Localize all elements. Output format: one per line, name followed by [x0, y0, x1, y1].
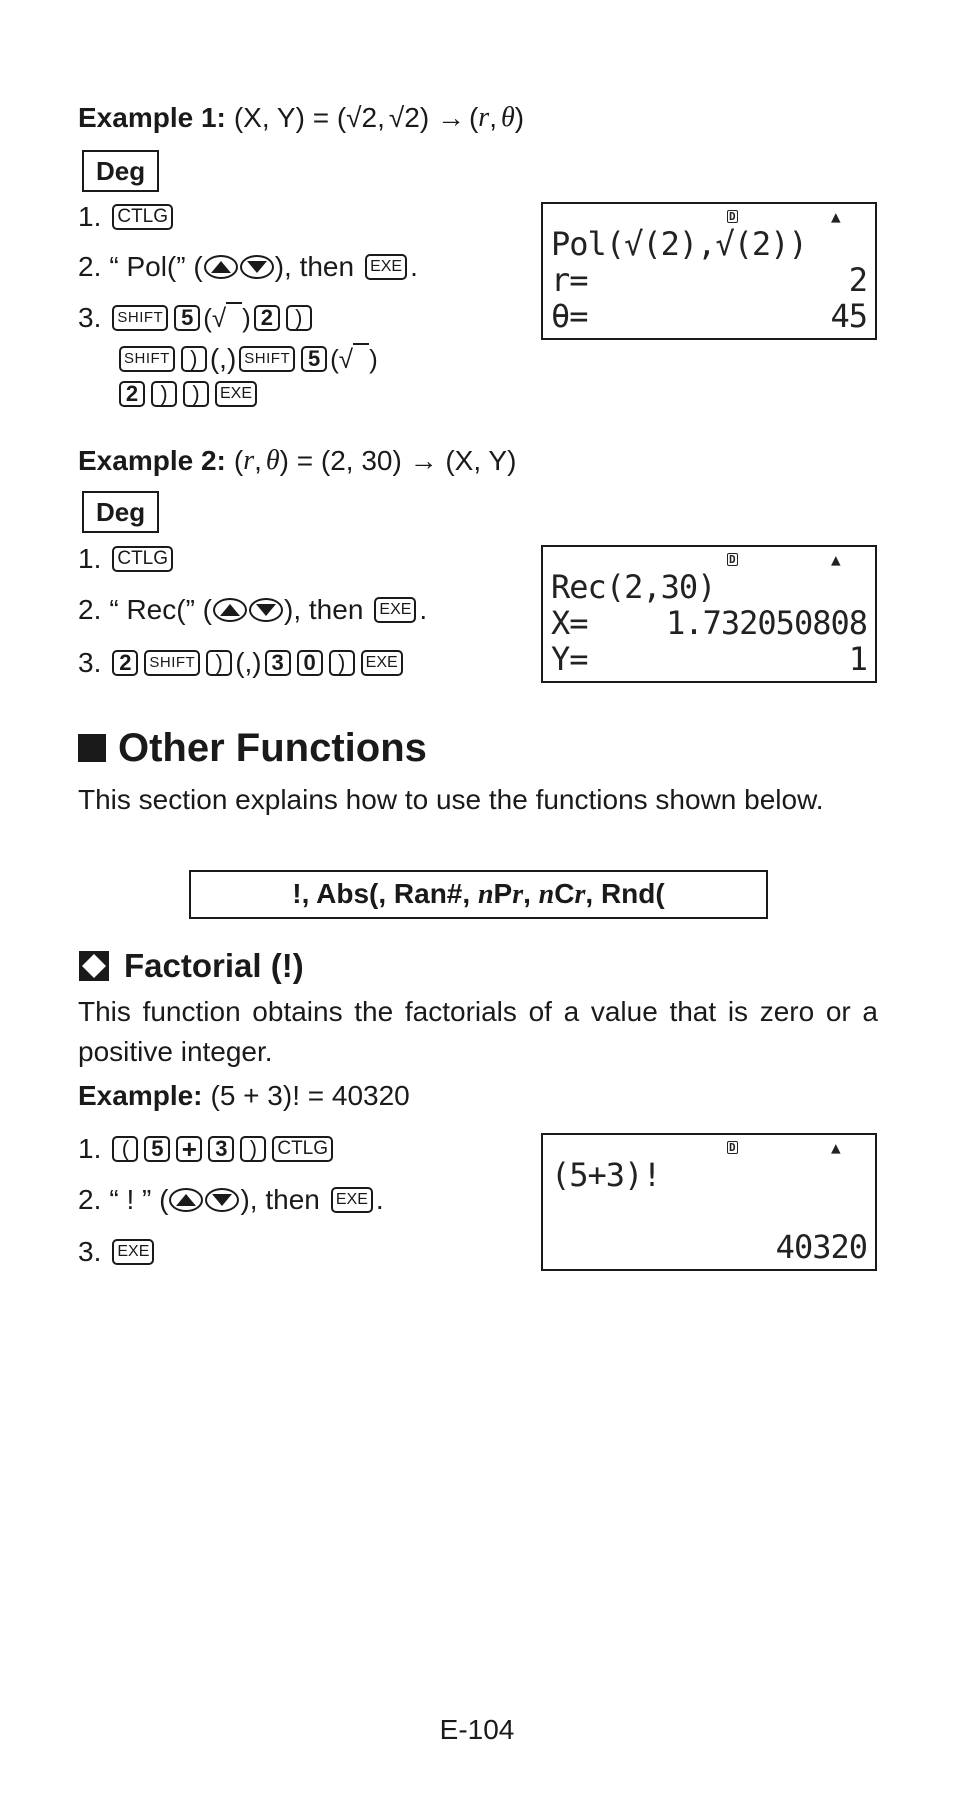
cursor-down-icon [205, 1188, 239, 1212]
screen-label: θ= [551, 297, 588, 335]
three-key: 3 [265, 650, 291, 676]
function-sep: , [523, 878, 539, 909]
step-number: 1. [78, 201, 102, 232]
factorial-step2-pre: “ ! ” ( [109, 1184, 169, 1215]
factorial-step2 [78, 1182, 384, 1218]
cursor-up-icon [169, 1188, 203, 1212]
example2-calculator-screen [541, 545, 877, 683]
function-r: r [574, 879, 586, 910]
degree-indicator: D [729, 1141, 736, 1154]
step-number: 2. [78, 1184, 102, 1215]
example1-close: ) [514, 102, 525, 133]
factorial-step2-end: . [375, 1184, 384, 1215]
example1-step2 [78, 249, 418, 285]
five-key: 5 [301, 346, 327, 372]
other-functions-intro: This section explains how to use the functions shown below. [78, 784, 824, 815]
two-key: 2 [112, 650, 138, 676]
cursor-up-icon [213, 598, 247, 622]
exe-key: EXE [365, 254, 407, 280]
example1-calculator-screen [541, 202, 877, 340]
screen-line-3 [551, 298, 867, 334]
step-number: 1. [78, 1133, 102, 1164]
screen-line-1: Pol(√(2),√(2)) [551, 225, 807, 263]
example2-heading: Example 2: ( r , θ ) = (2, 30) → (X, Y) [78, 443, 516, 479]
sqrt-function-label: (√ ) [203, 303, 251, 333]
factorial-calculator-screen [541, 1133, 877, 1271]
shift-key: SHIFT [144, 650, 200, 676]
screen-value: 1.732050808 [666, 604, 867, 642]
function-n: n [477, 879, 494, 910]
function-p: P [493, 878, 513, 909]
right-paren-key: ) [329, 650, 355, 676]
screen-line-2 [551, 262, 867, 298]
screen-value: 1 [848, 640, 867, 678]
example1-r: r [478, 102, 490, 133]
section-heading-text: Other Functions [118, 726, 427, 770]
step-number: 1. [78, 543, 102, 574]
shift-key: SHIFT [112, 305, 168, 331]
scroll-up-indicator-icon: ▲ [831, 1138, 841, 1157]
factorial-example-label: Example: [78, 1080, 203, 1111]
screen-value: 2 [848, 261, 867, 299]
screen-line-2 [551, 605, 867, 641]
example1-comma: , [377, 102, 385, 133]
example1-step2-pre: “ Pol(” ( [109, 251, 203, 282]
exe-key: EXE [215, 381, 257, 407]
exe-key: EXE [374, 597, 416, 623]
example1-post: ) → [419, 102, 465, 133]
screen-value: 40320 [775, 1228, 867, 1266]
function-n: n [538, 879, 555, 910]
example2-step2 [78, 592, 427, 628]
shift-key: SHIFT [119, 346, 175, 372]
screen-line-1: (5+3)! [551, 1156, 661, 1194]
five-key: 5 [144, 1136, 170, 1162]
three-key: 3 [208, 1136, 234, 1162]
step-number: 3. [78, 1236, 102, 1267]
cursor-down-icon [240, 255, 274, 279]
right-paren-key: ) [286, 305, 312, 331]
ctlg-key: CTLG [272, 1136, 333, 1162]
factorial-section [78, 946, 304, 986]
example1-sqrt1: √2 [346, 102, 378, 133]
example2-label: Example 2: [78, 445, 226, 476]
example2-open: ( [233, 445, 244, 476]
example1-step3-line3 [116, 381, 260, 407]
function-list-text: , Rnd( [585, 878, 665, 909]
two-key: 2 [254, 305, 280, 331]
five-key: 5 [174, 305, 200, 331]
screen-line-3 [551, 641, 867, 677]
example2-step1 [78, 541, 176, 577]
page-number: E-104 [439, 1714, 515, 1745]
right-paren-key: ) [206, 650, 232, 676]
step-number: 3. [78, 302, 102, 333]
example1-open: ( [468, 102, 479, 133]
subsection-heading-text: Factorial (!) [124, 947, 304, 984]
example1-sqrt2: √2 [388, 102, 420, 133]
plus-key: + [176, 1136, 202, 1162]
screen-line-1: Rec(2,30) [551, 568, 716, 606]
scroll-up-indicator-icon: ▲ [831, 207, 841, 226]
subsection-heading [78, 946, 304, 986]
factorial-description: This function obtains the factorials of a value that is zero or a positive integer. [78, 996, 878, 1067]
exe-key: EXE [331, 1187, 373, 1213]
screen-value: 45 [830, 297, 867, 335]
example2-step2-pre: “ Rec(” ( [109, 594, 213, 625]
sqrt-function-label: (√ ) [330, 344, 378, 374]
zero-key: 0 [297, 650, 323, 676]
two-key: 2 [119, 381, 145, 407]
section-heading [78, 725, 427, 771]
factorial-example-text: (5 + 3)! = 40320 [210, 1080, 410, 1111]
cursor-up-icon [204, 255, 238, 279]
example1-heading: Example 1: (X, Y) = ( √2 , √2 ) → ( r , θ ) [78, 100, 524, 136]
function-r: r [512, 879, 524, 910]
step-number: 2. [78, 251, 102, 282]
example1-step3-line2 [116, 341, 378, 377]
degree-indicator: D [729, 553, 736, 566]
example1-step1 [78, 199, 176, 235]
screen-label: r= [551, 261, 588, 299]
factorial-example [78, 1078, 410, 1114]
comma-function-label: (,) [235, 647, 262, 678]
example1-step3-line1 [78, 300, 315, 336]
ctlg-key: CTLG [112, 546, 173, 572]
screen-label: X= [551, 604, 588, 642]
example1-deg-mode: Deg [82, 150, 159, 192]
example1-label: Example 1: [78, 102, 226, 133]
factorial-step2-post: ), then [240, 1184, 320, 1215]
comma-function-label: (,) [209, 343, 237, 374]
shift-key: SHIFT [239, 346, 295, 372]
function-list-box [189, 870, 768, 919]
function-list-text: !, Abs(, Ran#, [292, 878, 478, 909]
factorial-step1 [78, 1131, 336, 1167]
example2-step3 [78, 645, 406, 681]
right-paren-key: ) [183, 381, 209, 407]
right-paren-key: ) [181, 346, 207, 372]
other-functions-section [78, 725, 427, 771]
function-c: C [554, 878, 575, 909]
ctlg-key: CTLG [112, 204, 173, 230]
step-number: 3. [78, 647, 102, 678]
exe-key: EXE [361, 650, 403, 676]
example1-step2-end: . [410, 251, 418, 282]
square-bullet-icon [78, 734, 106, 762]
example2-step2-end: . [419, 594, 428, 625]
exe-key: EXE [112, 1239, 154, 1265]
step-number: 2. [78, 594, 102, 625]
degree-indicator: D [729, 210, 736, 223]
factorial-step3 [78, 1234, 157, 1270]
diamond-bullet-icon [78, 950, 110, 982]
example2-deg-mode: Deg [82, 491, 159, 533]
example1-pre: (X, Y) = ( [233, 102, 347, 133]
example1-theta: θ [500, 102, 515, 133]
example2-rest: ) = (2, 30) → (X, Y) [279, 445, 517, 476]
left-paren-key: ( [112, 1136, 138, 1162]
example1-step2-post: ), then [274, 251, 355, 282]
example2-r: r [243, 445, 255, 476]
screen-label: Y= [551, 640, 588, 678]
cursor-down-icon [249, 598, 283, 622]
right-paren-key: ) [151, 381, 177, 407]
example2-step2-post: ), then [284, 594, 364, 625]
right-paren-key: ) [240, 1136, 266, 1162]
example2-theta: θ [265, 445, 280, 476]
scroll-up-indicator-icon: ▲ [831, 550, 841, 569]
